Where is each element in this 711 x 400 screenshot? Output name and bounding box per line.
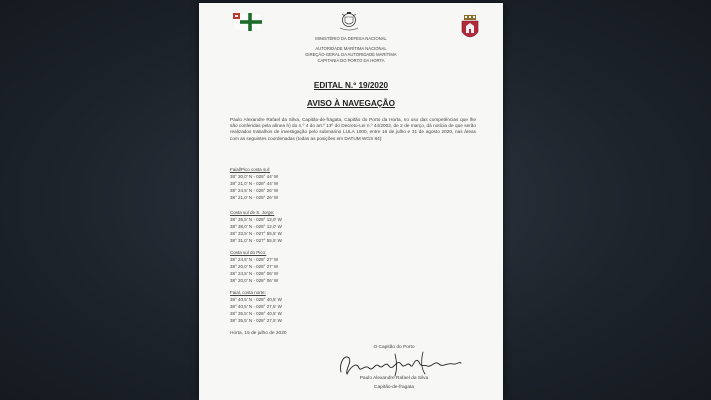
ministry-line: MINISTÉRIO DA DEFESA NACIONAL [315,36,387,41]
coordinate-item: 38° 30,0' N - 028° 44' W [230,174,279,179]
signatory-role: O Capitão do Porto [373,345,415,350]
coordinate-item: 38° 21,0' N - 028° 26' W [230,195,279,200]
signatory-rank: Capitão-de-fragata [374,385,414,390]
coordinate-item: 38° 20,0' N - 028° 27' W [230,264,279,269]
signatory-name: Paulo Alexandre Rafael da Silva [359,376,429,381]
directorate-line: DIREÇÃO-GERAL DA AUTORIDADE MARÍTIMA [305,52,397,57]
coordinate-item: 38° 35,5' N - 028° 12,0' W [230,217,282,222]
notice-title: EDITAL N.º 19/2020 [313,81,389,90]
section-title: Costa sul de S. Jorge: [230,210,275,215]
coordinate-item: 38° 40,5' N - 028° 40,5' W [230,297,282,302]
notice-date: Horta, 15 de julho de 2020 [230,331,287,336]
coordinate-item: 38° 33,5' N - 027° 55,5' W [230,231,282,236]
national-crest-icon [335,10,363,32]
coordinate-item: 38° 24,5' N - 028° 06' W [230,271,279,276]
coordinate-item: 38° 31,0' N - 027° 55,5' W [230,238,282,243]
section-title: Faial, costa norte: [230,290,266,295]
coordinate-item: 38° 24,5' N - 028° 27' W [230,257,279,262]
coordinate-item: 38° 38,0' N - 028° 12,0' W [230,224,282,229]
coordinate-item: 38° 35,5' N - 028° 27,5' W [230,318,282,323]
section-title: Costa sul do Pico: [230,250,267,255]
authority-line: AUTORIDADE MARÍTIMA NACIONAL [315,46,387,51]
coordinate-item: 38° 20,0' N - 028° 06' W [230,278,279,283]
maritime-authority-flag-icon [233,13,262,31]
section-title: Faial/Pico costa sul: [230,167,271,172]
coordinate-item: 38° 21,0' N - 028° 44' W [230,181,279,186]
coordinate-item: 38° 24,5' N - 028° 26' W [230,188,279,193]
coordinate-item: 38° 35,5' N - 028° 40,5' W [230,311,282,316]
notice-document [199,3,503,400]
notice-body: Paulo Alexandre Rafael da Silva, Capitão-de-fragata, Capitão do Porto da Horta, no uso das competências que lhe são conferidas pela alínea h) do n.º 4 do art.º 13º do Decreto-Lei n.º 44/2002, de 2 de março, dá notícia de que serão realizados trabalhos de investigação pelo submarino LULA 1000, entre 16 de julho e 31 de agosto 2020, nas áreas com as seguintes coordenadas (todas as posições em DATUM WGS 84): [230,117,476,141]
harbour-line: CAPITANIA DO PORTO DA HORTA [317,58,385,63]
notice-subtitle: AVISO À NAVEGAÇÃO [307,99,395,108]
coordinate-item: 38° 40,5' N - 028° 27,5' W [230,304,282,309]
